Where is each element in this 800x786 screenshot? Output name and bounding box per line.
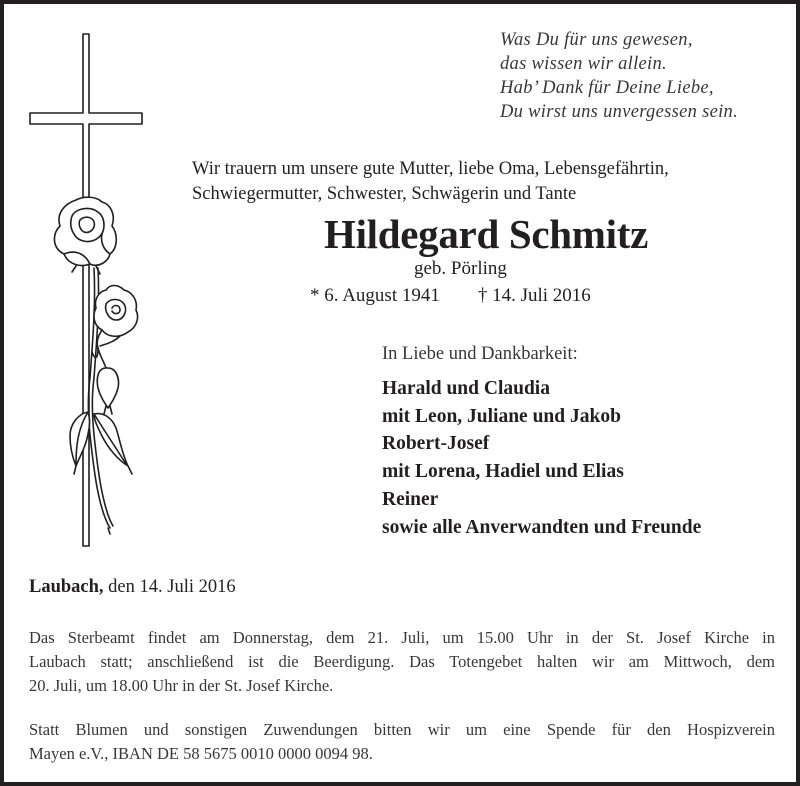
donation-notice bbox=[29, 718, 775, 766]
place: Laubach, bbox=[29, 577, 104, 597]
mourning-intro bbox=[192, 157, 669, 206]
mourner-line: Reiner bbox=[382, 488, 439, 510]
funeral-notice-line: Das Sterbeamt findet am Donnerstag, dem 21. Juli, um 15.00 Uhr in der St. Josef Kirche in bbox=[29, 628, 775, 647]
intro-line: Wir trauern um unsere gute Mutter, liebe Oma, Lebensgefährtin, bbox=[192, 159, 669, 179]
donation-notice-line: Mayen e.V., IBAN DE 58 5675 0010 0000 0094 98. bbox=[29, 744, 373, 763]
poem-line: Du wirst uns unvergessen sein. bbox=[500, 102, 739, 122]
life-dates bbox=[310, 284, 591, 308]
deceased-name: Hildegard Schmitz bbox=[323, 211, 649, 257]
birth-date: * 6. August 1941 bbox=[310, 285, 440, 306]
maiden-name: geb. Pörling bbox=[414, 258, 507, 279]
intro-line: Schwiegermutter, Schwester, Schwägerin und Tante bbox=[192, 183, 577, 204]
poem-line: Hab’ Dank für Deine Liebe, bbox=[500, 78, 714, 98]
mourner-line: Harald und Claudia bbox=[382, 378, 550, 399]
funeral-notice-line: 20. Juli, um 18.00 Uhr in der St. Josef Kirche. bbox=[29, 676, 334, 695]
cross-with-roses-icon bbox=[24, 28, 164, 558]
funeral-notice bbox=[29, 626, 775, 698]
mourners-heading: In Liebe und Dankbarkeit: bbox=[382, 344, 578, 364]
funeral-notice-line: Laubach statt; anschließend ist die Beerdigung. Das Totengebet halten wir am Mittwoch, dem bbox=[29, 652, 775, 671]
poem-line: Was Du für uns gewesen, bbox=[500, 30, 693, 50]
mourner-line: Robert-Josef bbox=[382, 433, 490, 455]
mourners-list bbox=[382, 375, 701, 541]
date: den 14. Juli 2016 bbox=[108, 577, 236, 597]
poem-line: das wissen wir allein. bbox=[500, 54, 667, 74]
place-and-date bbox=[29, 577, 236, 598]
mourner-line: mit Lorena, Hadiel und Elias bbox=[382, 461, 624, 483]
mourner-line: mit Leon, Juliane und Jakob bbox=[382, 405, 621, 427]
mourner-line: sowie alle Anverwandten und Freunde bbox=[382, 516, 702, 538]
memorial-poem bbox=[500, 28, 738, 124]
obituary-notice bbox=[4, 4, 796, 782]
donation-notice-line: Statt Blumen und sonstigen Zuwendungen bitten wir um eine Spende für den Hospizverein bbox=[29, 720, 775, 739]
death-date: † 14. Juli 2016 bbox=[477, 285, 591, 306]
